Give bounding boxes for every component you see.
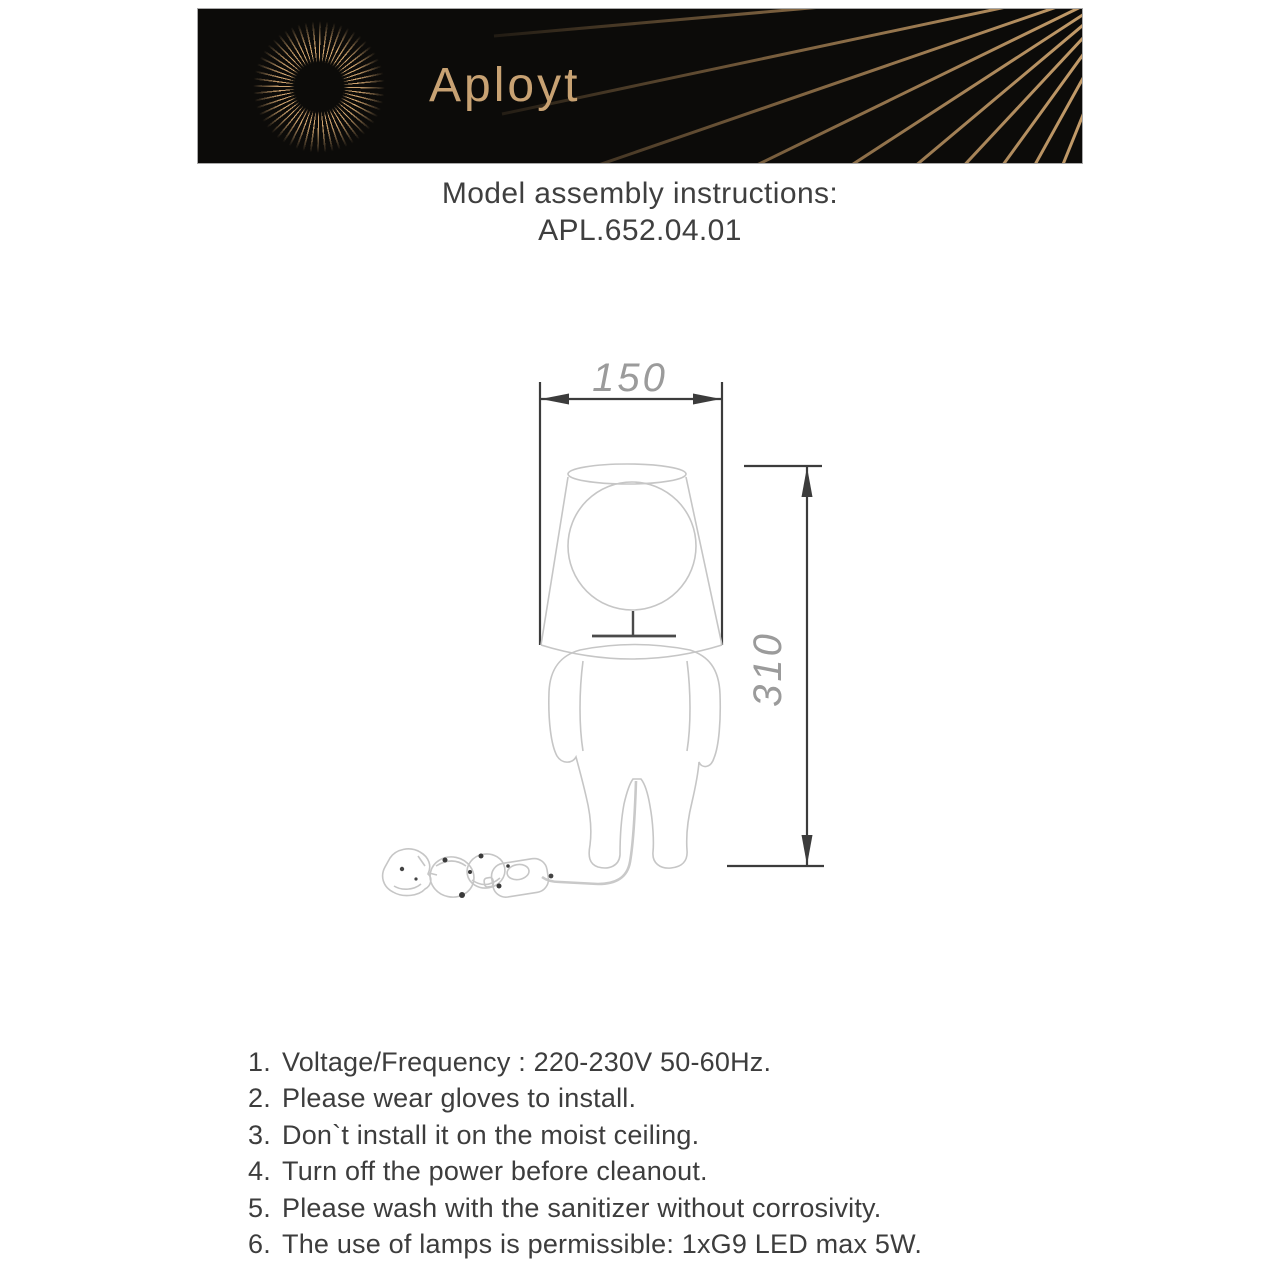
instruction-text: Voltage/Frequency : 220-230V 50-60Hz. xyxy=(282,1047,772,1077)
bulb-stem xyxy=(592,611,676,636)
width-dimension xyxy=(540,382,722,645)
height-dimension-label: 310 xyxy=(746,631,790,707)
technical-drawing xyxy=(360,350,840,920)
instruction-item xyxy=(248,1121,922,1149)
page-title: Model assembly instructions: xyxy=(441,177,839,210)
instruction-item xyxy=(248,1084,922,1112)
instruction-list xyxy=(248,1048,922,1266)
instruction-text: The use of lamps is permissible: 1xG9 LED max 5W. xyxy=(282,1228,923,1259)
instruction-number: 3. xyxy=(248,1119,271,1150)
instruction-text: Don`t install it on the moist ceiling. xyxy=(282,1119,700,1150)
instruction-item xyxy=(248,1157,922,1185)
bulb-sphere xyxy=(568,482,696,610)
instruction-item xyxy=(248,1194,922,1222)
instruction-text: Turn off the power before cleanout. xyxy=(282,1156,708,1187)
heading-block xyxy=(0,175,1280,249)
instruction-number: 6. xyxy=(248,1228,271,1259)
switch-detail-dot xyxy=(549,874,554,879)
coiled-cord xyxy=(426,851,507,901)
instruction-item xyxy=(248,1048,922,1076)
brand-banner xyxy=(197,8,1083,164)
coil-speckles xyxy=(443,854,510,899)
brand-wordmark: Aployt xyxy=(429,59,581,112)
instruction-number: 5. xyxy=(248,1192,271,1223)
instruction-number: 4. xyxy=(248,1156,271,1187)
width-dimension-label: 150 xyxy=(592,356,668,400)
instruction-text: Please wear gloves to install. xyxy=(282,1083,637,1114)
power-plug xyxy=(383,849,431,896)
instruction-item xyxy=(248,1230,922,1258)
instruction-number: 2. xyxy=(248,1083,271,1114)
instruction-text: Please wash with the sanitizer without corrosivity. xyxy=(282,1192,882,1223)
model-code: APL.652.04.01 xyxy=(538,214,742,247)
plug-detail-dots xyxy=(400,867,418,881)
figure-body xyxy=(549,645,720,869)
power-cord xyxy=(542,781,636,884)
inline-switch xyxy=(482,857,551,901)
instruction-number: 1. xyxy=(248,1047,271,1077)
decorative-rays-icon xyxy=(198,9,1083,163)
